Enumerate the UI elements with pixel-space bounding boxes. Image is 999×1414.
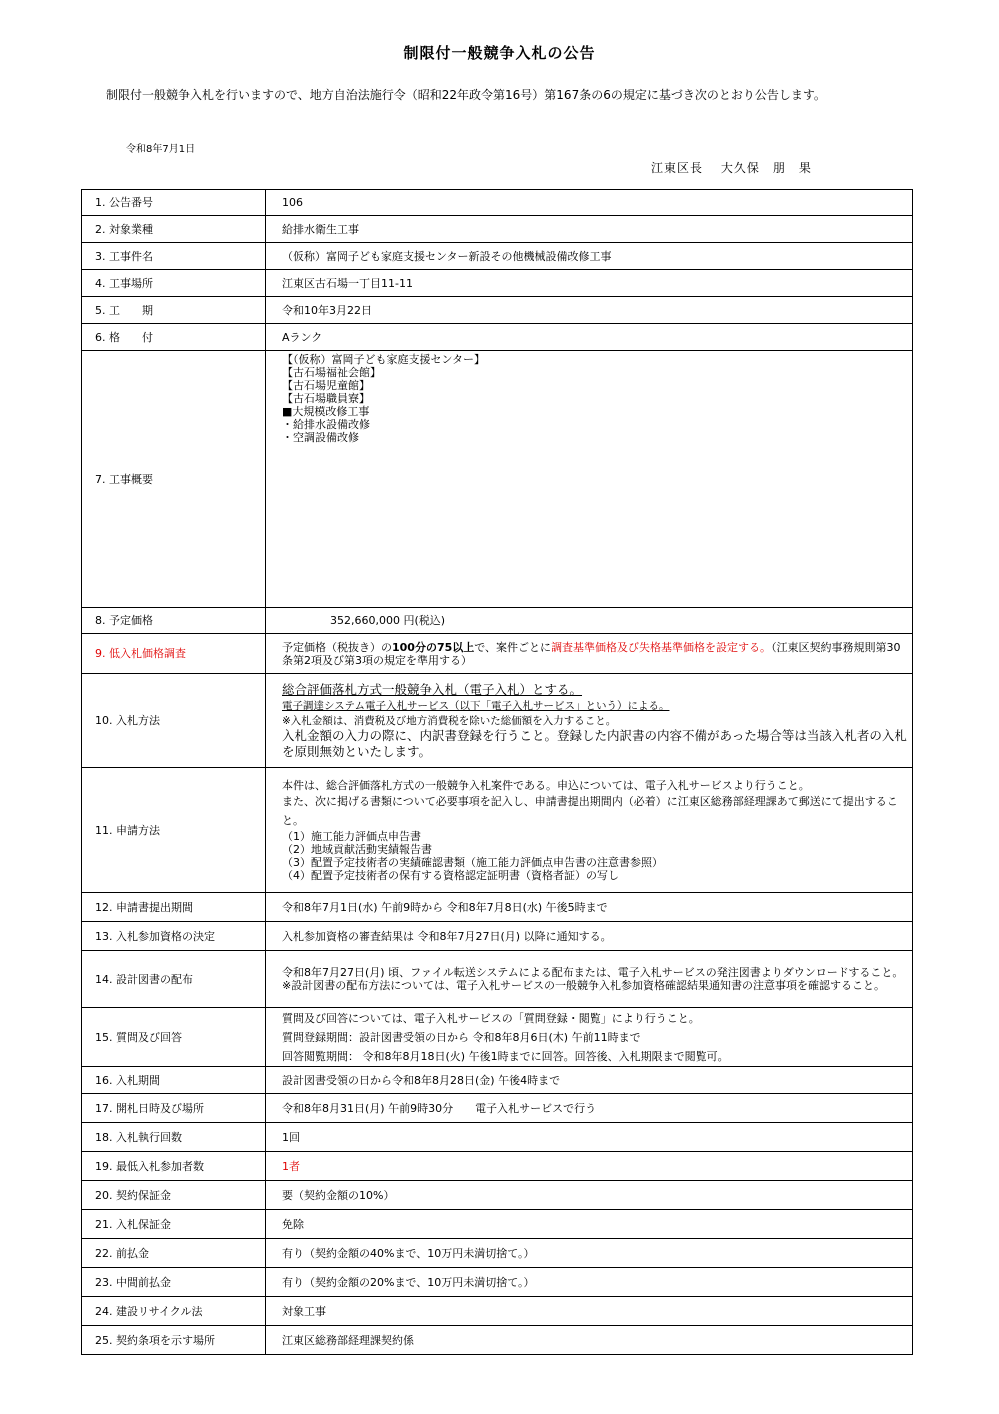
value-interim-payment: 有り（契約金額の20%まで、10万円未満切捨て。）	[266, 1268, 913, 1297]
label-estimated-price: 8. 予定価格	[82, 608, 266, 634]
bid-method-line: 電子調達システム電子入札サービス（以下「電子入札サービス」という）による。	[282, 699, 670, 712]
label-location: 4. 工事場所	[82, 270, 266, 297]
table-row	[82, 297, 913, 324]
label-low-bid-survey: 9. 低入札価格調査	[82, 634, 266, 674]
label-contract-terms-location: 25. 契約条項を示す場所	[82, 1326, 266, 1355]
application-line: また、次に掲げる書類について必要事項を記入し、申請書提出期間内（必着）に江東区総務部経理課あて郵送にて提出すること。	[282, 794, 898, 827]
bid-method-line: 入札金額の入力の際に、内訳書登録を行うこと。登録した内訳書の内容不備があった場合等は当該入札者の入札を原則無効といたします。	[282, 727, 907, 759]
issuer-name: 江東区長 大久保 朋 果	[651, 161, 812, 175]
bid-method-line: ※入札金額は、消費税及び地方消費税を除いた総価額を入力すること。	[282, 714, 617, 727]
low-bid-highlight: 調査基準価格及び失格基準価格を設定する。	[551, 640, 772, 654]
application-line: （2）地域貢献活動実績報告書	[282, 842, 432, 856]
table-row	[82, 1268, 913, 1297]
label-overview: 7. 工事概要	[82, 351, 266, 608]
label-bid-deposit: 21. 入札保証金	[82, 1210, 266, 1239]
table-row	[82, 1297, 913, 1326]
label-project-name: 3. 工事件名	[82, 243, 266, 270]
table-row	[82, 1152, 913, 1181]
notice-table	[81, 189, 913, 1355]
notice-date: 令和8年7月1日	[126, 144, 196, 155]
value-qa	[266, 1008, 913, 1067]
table-row	[82, 190, 913, 216]
label-design-docs: 14. 設計図書の配布	[82, 951, 266, 1008]
value-rank: Aランク	[266, 324, 913, 351]
qa-line: 質問登録期間：設計図書受領の日から 令和8年8月6日(木) 午前11時まで	[282, 1030, 641, 1044]
overview-line: ■大規模改修工事	[282, 405, 370, 418]
label-application-period: 12. 申請書提出期間	[82, 893, 266, 922]
low-bid-text: 予定価格（税抜き）の	[282, 640, 392, 654]
table-row	[82, 243, 913, 270]
value-contract-terms-location: 江東区総務部経理課契約係	[266, 1326, 913, 1355]
value-low-bid-survey	[266, 634, 913, 674]
label-recycling-law: 24. 建設リサイクル法	[82, 1297, 266, 1326]
table-row	[82, 324, 913, 351]
label-bid-rounds: 18. 入札執行回数	[82, 1123, 266, 1152]
estimated-price-amount: 352,660,000 円(税込)	[330, 614, 446, 627]
qa-line: 回答閲覧期間： 令和8年8月18日(火) 午後1時までに回答。回答後、入札期限まで閲覧可。	[282, 1049, 729, 1063]
label-notice-number: 1. 公告番号	[82, 190, 266, 216]
table-row	[82, 674, 913, 768]
value-eligibility-decision: 入札参加資格の審査結果は 令和8年7月27日(月) 以降に通知する。	[266, 922, 913, 951]
value-application-method	[266, 768, 913, 893]
value-bid-deposit: 免除	[266, 1210, 913, 1239]
table-row	[82, 1326, 913, 1355]
value-notice-number: 106	[266, 190, 913, 216]
application-line: （1）施工能力評価点申告書	[282, 829, 421, 843]
value-bid-rounds: 1回	[266, 1123, 913, 1152]
label-industry: 2. 対象業種	[82, 216, 266, 243]
table-row	[82, 1123, 913, 1152]
application-line: （3）配置予定技術者の実績確認書類（施工能力評価点申告書の注意書参照）	[282, 855, 663, 869]
table-row	[82, 893, 913, 922]
intro-text: 制限付一般競争入札を行いますので、地方自治法施行令（昭和22年政令第16号）第167条の6の規定に基づき次のとおり公告します。	[106, 88, 826, 102]
label-application-method: 11. 申請方法	[82, 768, 266, 893]
value-design-docs: 令和8年7月27日(月) 頃、ファイル転送システムによる配布または、電子入札サービスの発注図書よりダウンロードすること。※設計図書の配布方法については、電子入札サービスの一般競争入札参加資格確認結果通知書の注意事項を確認すること。	[266, 951, 913, 1008]
value-project-name: （仮称）富岡子ども家庭支援センター新設その他機械設備改修工事	[266, 243, 913, 270]
value-estimated-price	[266, 608, 913, 634]
label-advance-payment: 22. 前払金	[82, 1239, 266, 1268]
application-line: 本件は、総合評価落札方式の一般競争入札案件である。申込については、電子入札サービスより行うこと。	[282, 778, 810, 792]
low-bid-note: （江東区契約事務規則第30条第2項及び第3項の規定を準用する）	[282, 640, 901, 667]
overview-line: ・空調設備改修	[282, 431, 359, 444]
qa-line: 質問及び回答については、電子入札サービスの「質問登録・閲覧」により行うこと。	[282, 1011, 700, 1025]
table-row	[82, 1239, 913, 1268]
page-title: 制限付一般競争入札の公告	[403, 44, 596, 62]
value-location: 江東区古石場一丁目11-11	[266, 270, 913, 297]
label-qa: 15. 質問及び回答	[82, 1008, 266, 1067]
label-min-bidders: 19. 最低入札参加者数	[82, 1152, 266, 1181]
label-eligibility-decision: 13. 入札参加資格の決定	[82, 922, 266, 951]
overview-line: ・給排水設備改修	[282, 418, 370, 431]
table-row	[82, 951, 913, 1008]
label-contract-deposit: 20. 契約保証金	[82, 1181, 266, 1210]
table-row	[82, 922, 913, 951]
label-rank: 6. 格 付	[82, 324, 266, 351]
table-row	[82, 1008, 913, 1067]
table-row	[82, 608, 913, 634]
value-bid-period: 設計図書受領の日から令和8年8月28日(金) 午後4時まで	[266, 1067, 913, 1094]
table-row	[82, 1210, 913, 1239]
value-contract-deposit: 要（契約金額の10%）	[266, 1181, 913, 1210]
bid-method-line: 総合評価落札方式一般競争入札（電子入札）とする。	[282, 681, 583, 697]
low-bid-text: で、案件ごとに	[474, 640, 552, 654]
label-period: 5. 工 期	[82, 297, 266, 324]
table-row	[82, 1181, 913, 1210]
table-row	[82, 1094, 913, 1123]
overview-line: 【古石場職員寮】	[282, 392, 370, 405]
overview-line: 【古石場児童館】	[282, 379, 370, 392]
value-opening: 令和8年8月31日(月) 午前9時30分 電子入札サービスで行う	[266, 1094, 913, 1123]
application-line: （4）配置予定技術者の保有する資格認定証明書（資格者証）の写し	[282, 868, 619, 882]
label-interim-payment: 23. 中間前払金	[82, 1268, 266, 1297]
table-row	[82, 634, 913, 674]
table-row	[82, 351, 913, 608]
value-period: 令和10年3月22日	[266, 297, 913, 324]
overview-line: 【古石場福祉会館】	[282, 366, 381, 379]
label-bid-period: 16. 入札期間	[82, 1067, 266, 1094]
value-application-period: 令和8年7月1日(水) 午前9時から 令和8年7月8日(水) 午後5時まで	[266, 893, 913, 922]
table-row	[82, 768, 913, 893]
value-advance-payment: 有り（契約金額の40%まで、10万円未満切捨て。）	[266, 1239, 913, 1268]
table-row	[82, 216, 913, 243]
value-bid-method	[266, 674, 913, 768]
value-overview	[266, 351, 913, 608]
label-opening: 17. 開札日時及び場所	[82, 1094, 266, 1123]
label-bid-method: 10. 入札方法	[82, 674, 266, 768]
value-industry: 給排水衛生工事	[266, 216, 913, 243]
table-row	[82, 1067, 913, 1094]
value-min-bidders: 1者	[266, 1152, 913, 1181]
low-bid-ratio: 100分の75以上	[392, 640, 475, 654]
overview-line: 【（仮称）富岡子ども家庭支援センター】	[282, 353, 486, 366]
value-recycling-law: 対象工事	[266, 1297, 913, 1326]
table-row	[82, 270, 913, 297]
